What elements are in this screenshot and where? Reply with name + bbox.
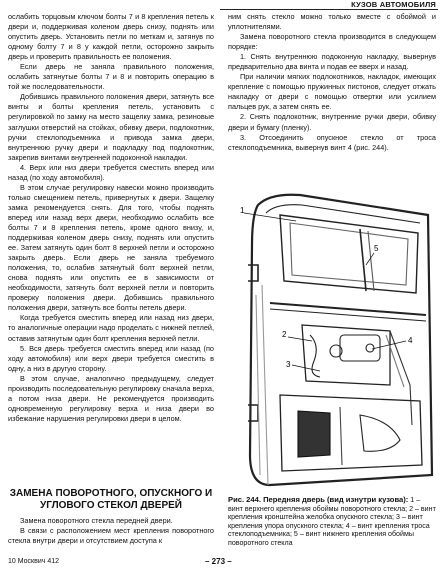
running-header [0, 0, 444, 10]
left-column [8, 12, 214, 424]
paragraph: 3. Отсоединить опускное стекло от троса стеклоподъемника, вывернув винт 4 (рис. 244). [228, 132, 436, 152]
callout-2: 2 [282, 330, 287, 339]
paragraph: При наличии мягких подлокотников, накладок, имеющих крепление с помощью пружинных пистонов, следует отжать накладку от двери с помощью отвертки или усилием пальцев рук, а затем снять ее. [228, 72, 436, 112]
paragraph: Добившись правильного положения двери, затянуть все винты и болты крепления петель, установить с регулировкой по замку на место защелку замка, резиновые заглушки отверстий на стойках, обивку двери, подлокотник, ручки стеклоподъемника и привода замка двери, внутреннюю ручку двери и подкладку под подлокотник, закрепив винтами внутренней подоконной накладки. [8, 92, 214, 162]
page-footer [0, 558, 444, 570]
callout-4: 4 [408, 336, 413, 345]
paragraph: 2. Снять подлокотник, внутренние ручки двери, обивку двери и бумагу (пленку). [228, 112, 436, 132]
paragraph: В этом случае регулировку навески можно производить только смещением петель, привернутых к двери. Защелку замка рекомендуется снять. Для того, чтобы поднять вперед или назад верх двери, необходимо ослабить все болты 7 и 8 крепления петель, кроме одного внизу, и, поддерживая коленом дверь снизу, поднять или опустить ее. Затем затянуть один болт 8 верхней петли и осторожно закрыть дверь. Если дверь не заняла требуемого положения, то, ослабив затянутый болт верхней петли, снова поднять или опустить ее в зависимости от необходимости, затянуть болт верхней петли и повторить проверку положения двери. Добившись правильного положения двери, затянуть все болты петель двери. [8, 182, 214, 313]
page-number: – 273 – [205, 557, 232, 566]
section-title: ЗАМЕНА ПОВОРОТНОГО, ОПУСКНОГО И УГЛОВОГО СТЕКОЛ ДВЕРЕЙ [9, 488, 213, 511]
signature-mark: 10 Москвич 412 [8, 558, 59, 565]
header-title: КУЗОВ АВТОМОБИЛЯ [351, 0, 436, 9]
right-column [228, 12, 436, 153]
paragraph: Замена поворотного стекла передней двери. [20, 516, 173, 525]
caption-title: Рис. 244. Передняя дверь (вид изнутри кузова): [228, 495, 409, 504]
callout-1: 1 [240, 206, 245, 215]
paragraph: 1. Снять внутреннюю подоконную накладку, вывернув предварительно два винта и подав ее вверх и назад. [228, 52, 436, 72]
figure-caption [228, 496, 436, 548]
paragraph: Замена поворотного стекла производится в следующем порядке: [228, 32, 436, 52]
paragraph: ослабить торцовым ключом болты 7 и 8 крепления петель к двери и, поддерживая коленом дверь снизу, поднять или опустить дверь. Установить петли по меткам и, затянув по одному болту 7 и 8 у каждой петли, осторожно закрыть дверь и проверить правильность ее положения. [8, 12, 214, 62]
caption-text: 1 – винт верхнего крепления обоймы поворотного стекла; 2 – винт крепления кронштейна желобка опускного стекла; 3 – винт крепления упора опускного стекла; 4 – винт крепления троса стеклоподъемника; 5 – винт нижнего крепления обоймы поворотного стекла [228, 496, 436, 547]
paragraph: 5. Вся дверь требуется сместить вперед или назад (по ходу автомобиля) или верх двери требуется сместить в одну, а низ в другую сторону. [8, 343, 214, 373]
callout-3: 3 [286, 360, 291, 369]
paragraph: Если дверь не заняла правильного положения, ослабить затянутые болты 7 и 8 и повторить операцию в той же последовательности. [8, 62, 214, 92]
paragraph: В этом случае, аналогично предыдущему, следует производить последовательную регулировку сначала верха, а потом низа двери. Не рекомендуется производить одновременную регулировку верха и низа двери во избежание нарушения регулировки двери в целом. [8, 373, 214, 423]
paragraph: Когда требуется сместить вперед или назад низ двери, то аналогичные операции надо проделать с нижней петлей, оставив затянутым один болт крепления верхней петли. [8, 313, 214, 343]
door-illustration [240, 185, 440, 490]
header-rule [220, 9, 438, 10]
callout-5: 5 [374, 244, 379, 253]
paragraph: 4. Верх или низ двери требуется сместить вперед или назад (по ходу автомобиля). [8, 162, 214, 182]
paragraph: ним снять стекло можно только вместе с обоймой и уплотнителями. [228, 12, 436, 32]
section-body [8, 516, 214, 546]
paragraph: В связи с расположением мест крепления поворотного стекла внутри двери и отсутствием доступа к [8, 526, 214, 546]
